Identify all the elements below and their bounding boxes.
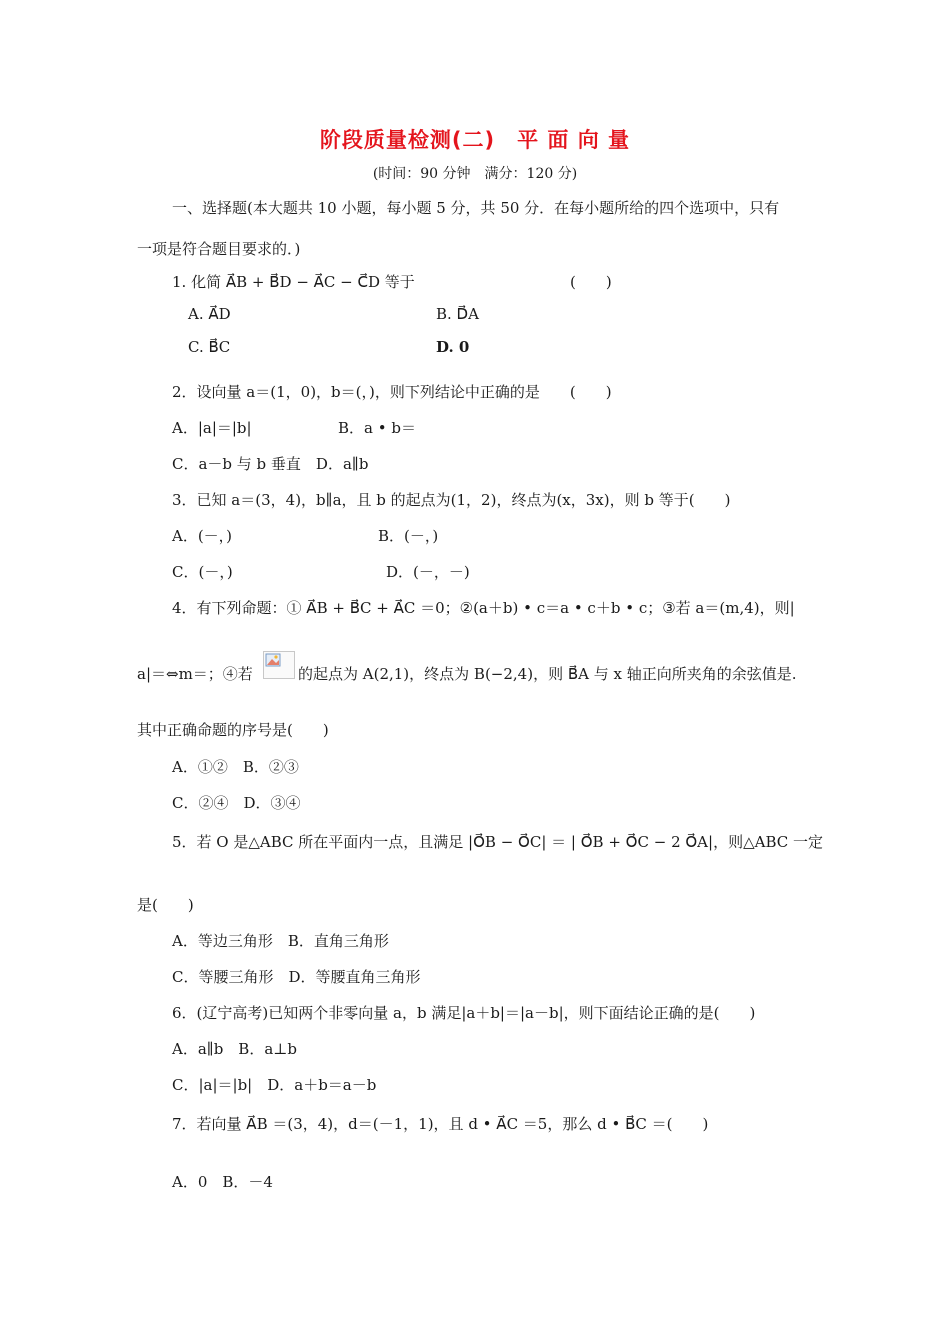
question-6-options-ab: A．a∥b B．a⊥b: [172, 1040, 297, 1058]
question-6-options-cd: C．|a|＝|b| D．a＋b＝a－b: [172, 1076, 377, 1094]
question-1-answer-paren: ( ): [570, 273, 612, 291]
question-4-line-2b: 的起点为 A(2,1)，终点为 B(−2,4)，则 B⃗A 与 x 轴正向所夹角的余弦值是.: [298, 665, 797, 683]
question-2-option-a: A．|a|＝|b|: [172, 419, 252, 437]
question-2-option-b: B．a • b＝: [338, 419, 416, 437]
question-3-option-b: B．(－，): [378, 527, 439, 545]
broken-image-icon: [263, 651, 295, 679]
question-4-line-2a: a|＝⇔m＝；④若: [137, 665, 253, 683]
question-7: 7．若向量 A⃗B ＝(3，4)，d＝(－1，1)，且 d • A⃗C ＝5，那么 d • B⃗C ＝( ): [172, 1115, 709, 1133]
section-instructions: 一、选择题(本大题共 10 小题，每小题 5 分，共 50 分．在每小题所给的四个选项中，只有: [172, 199, 780, 217]
question-6: 6．(辽宁高考)已知两个非零向量 a，b 满足|a＋b|＝|a－b|，则下面结论正确的是( ): [172, 1004, 756, 1022]
document-subtitle: (时间：90 分钟 满分：120 分): [372, 166, 578, 182]
question-5-line-1: 5．若 O 是△ABC 所在平面内一点，且满足 |O⃗B − O⃗C| ＝ | O⃗B + O⃗C − 2 O⃗A|，则△ABC 一定: [172, 833, 823, 851]
document-title: 阶段质量检测(二) 平 面 向 量: [319, 128, 631, 152]
question-7-options-ab: A．0 B．－4: [172, 1173, 273, 1191]
section-instructions-cont: 一项是符合题目要求的．): [137, 240, 301, 258]
question-5-options-ab: A．等边三角形 B．直角三角形: [172, 932, 389, 950]
question-3-option-a: A．(－，): [172, 527, 233, 545]
question-3: 3．已知 a＝(3，4)，b∥a，且 b 的起点为(1，2)，终点为(x，3x)，则 b 等于( ): [172, 491, 731, 509]
question-4-options-ab: A．①② B．②③: [172, 758, 299, 776]
question-2: 2．设向量 a＝(1，0)，b＝(，)，则下列结论中正确的是 ( ): [172, 383, 612, 401]
question-5-options-cd: C．等腰三角形 D．等腰直角三角形: [172, 968, 421, 986]
question-5-line-2: 是( ): [137, 896, 194, 914]
question-4-line-1: 4．有下列命题：① A⃗B + B⃗C + A⃗C ＝0；②(a＋b) • c＝a • c＋b • c；③若 a＝(m,4)，则|: [172, 599, 795, 617]
question-4-options-cd: C．②④ D．③④: [172, 794, 301, 812]
question-1-option-b: B. D⃗A: [436, 305, 479, 323]
question-1-option-c: C. B⃗C: [188, 338, 231, 356]
question-2-options-cd: C．a－b 与 b 垂直 D．a∥b: [172, 455, 369, 473]
question-3-option-c: C．(－，): [172, 563, 233, 581]
question-1-option-a: A. A⃗D: [188, 305, 231, 323]
question-1: 1. 化简 A⃗B + B⃗D − A⃗C − C⃗D 等于: [172, 273, 415, 291]
question-1-option-d: D. 0: [436, 338, 470, 356]
question-3-option-d: D．(－，－): [386, 563, 470, 581]
question-4-line-3: 其中正确命题的序号是( ): [137, 721, 329, 739]
